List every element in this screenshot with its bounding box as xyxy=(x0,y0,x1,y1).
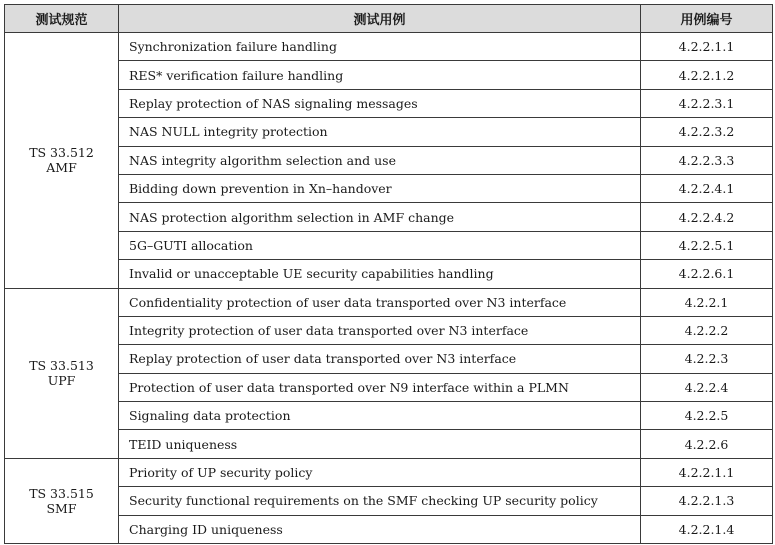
test-case-cell: Signaling data protection xyxy=(119,402,641,430)
table-row xyxy=(5,458,773,486)
test-case-cell: RES* verification failure handling xyxy=(119,61,641,89)
table-row xyxy=(5,146,773,174)
table-row xyxy=(5,89,773,117)
case-id-cell: 4.2.2.3 xyxy=(641,345,773,373)
case-id-cell: 4.2.2.1.1 xyxy=(641,458,773,486)
spec-cell: TS 33.512 AMF xyxy=(5,33,119,289)
header-row xyxy=(5,5,773,33)
case-id-cell: 4.2.2.1.1 xyxy=(641,33,773,61)
case-id-cell: 4.2.2.4.2 xyxy=(641,203,773,231)
table-row xyxy=(5,203,773,231)
spec-cell: TS 33.513 UPF xyxy=(5,288,119,458)
test-case-cell: Replay protection of NAS signaling messages xyxy=(119,89,641,117)
table-row xyxy=(5,260,773,288)
test-case-cell: Priority of UP security policy xyxy=(119,458,641,486)
case-id-cell: 4.2.2.1.3 xyxy=(641,487,773,515)
case-id-cell: 4.2.2.2 xyxy=(641,316,773,344)
test-case-cell: Confidentiality protection of user data transported over N3 interface xyxy=(119,288,641,316)
case-id-cell: 4.2.2.1 xyxy=(641,288,773,316)
test-case-cell: TEID uniqueness xyxy=(119,430,641,458)
table-row xyxy=(5,33,773,61)
table-row xyxy=(5,118,773,146)
table-row xyxy=(5,174,773,202)
case-id-cell: 4.2.2.5 xyxy=(641,402,773,430)
test-case-cell: Bidding down prevention in Xn–handover xyxy=(119,174,641,202)
table-body xyxy=(5,33,773,544)
table-row xyxy=(5,402,773,430)
case-id-cell: 4.2.2.6 xyxy=(641,430,773,458)
header-case: 测试用例 xyxy=(119,5,641,33)
test-spec-table xyxy=(4,4,773,544)
table-row xyxy=(5,515,773,543)
table-row xyxy=(5,61,773,89)
test-case-cell: Protection of user data transported over N9 interface within a PLMN xyxy=(119,373,641,401)
case-id-cell: 4.2.2.3.1 xyxy=(641,89,773,117)
test-case-cell: NAS NULL integrity protection xyxy=(119,118,641,146)
case-id-cell: 4.2.2.6.1 xyxy=(641,260,773,288)
case-id-cell: 4.2.2.4.1 xyxy=(641,174,773,202)
test-case-cell: Charging ID uniqueness xyxy=(119,515,641,543)
case-id-cell: 4.2.2.4 xyxy=(641,373,773,401)
table-row xyxy=(5,231,773,259)
test-case-cell: Replay protection of user data transported over N3 interface xyxy=(119,345,641,373)
table-row xyxy=(5,487,773,515)
test-case-cell: Security functional requirements on the SMF checking UP security policy xyxy=(119,487,641,515)
header-id: 用例编号 xyxy=(641,5,773,33)
test-case-cell: Synchronization failure handling xyxy=(119,33,641,61)
table-row xyxy=(5,345,773,373)
test-case-cell: Integrity protection of user data transported over N3 interface xyxy=(119,316,641,344)
case-id-cell: 4.2.2.3.2 xyxy=(641,118,773,146)
table-row xyxy=(5,373,773,401)
test-case-cell: NAS protection algorithm selection in AMF change xyxy=(119,203,641,231)
table-row xyxy=(5,316,773,344)
case-id-cell: 4.2.2.1.4 xyxy=(641,515,773,543)
table-row xyxy=(5,288,773,316)
test-case-cell: 5G–GUTI allocation xyxy=(119,231,641,259)
case-id-cell: 4.2.2.3.3 xyxy=(641,146,773,174)
test-case-cell: Invalid or unacceptable UE security capabilities handling xyxy=(119,260,641,288)
table-row xyxy=(5,430,773,458)
case-id-cell: 4.2.2.5.1 xyxy=(641,231,773,259)
case-id-cell: 4.2.2.1.2 xyxy=(641,61,773,89)
spec-cell: TS 33.515 SMF xyxy=(5,458,119,543)
test-case-cell: NAS integrity algorithm selection and use xyxy=(119,146,641,174)
header-spec: 测试规范 xyxy=(5,5,119,33)
